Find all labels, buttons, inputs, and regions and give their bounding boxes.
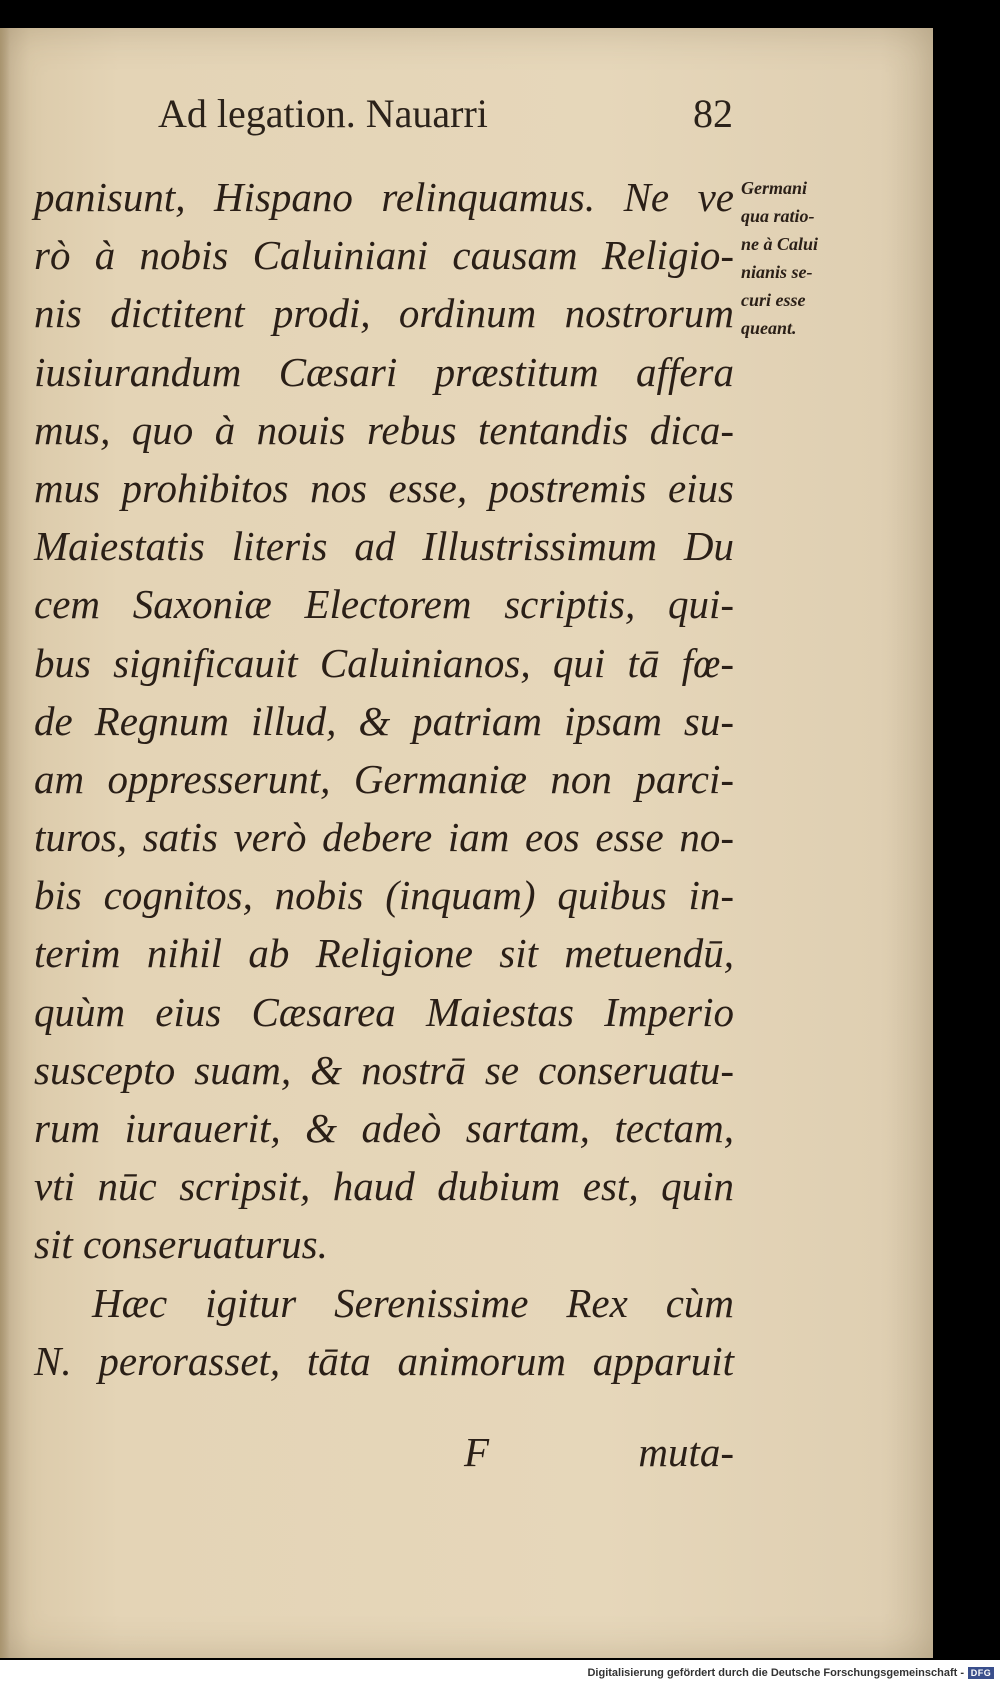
page-header [158,90,733,150]
text-line: sit conseruaturus. [34,1221,328,1268]
page-number: 82 [693,91,733,136]
digitization-credit-bar [0,1660,1000,1688]
text-line: quùm eius Cæsarea Maiestas Imperio [34,988,734,1035]
marginal-note-line: nianis se- [741,262,813,282]
marginal-note-line: queant. [741,318,797,338]
marginal-note-line: curi esse [741,290,806,310]
text-line: bis cognitos, nobis (inquam) quibus in- [34,872,734,919]
text-line: vti nūc scripsit, haud dubium est, quin [34,1163,734,1210]
text-line: panisunt, Hispano relinquamus. Ne ve [34,174,734,220]
text-line: turos, satis verò debere iam eos esse no- [34,814,734,861]
text-line: terim nihil ab Religione sit metuendū, [34,930,734,977]
signature-mark: F [464,1429,490,1475]
main-text-block [34,168,734,1390]
catchword: muta- [638,1429,734,1475]
book-page [0,28,933,1658]
dfg-logo-icon: DFG [968,1667,994,1679]
text-line: am oppresserunt, Germaniæ non parci- [34,755,734,802]
catchline [34,1428,734,1488]
text-line: cem Saxoniæ Electorem scriptis, qui- [34,581,734,628]
text-line: bus significauit Caluinianos, qui tā fœ- [34,639,734,686]
marginal-note-line: ne à Calui [741,234,819,254]
marginal-note-line: qua ratio- [741,206,815,226]
text-line: de Regnum illud, & patriam ipsam su- [34,697,734,744]
text-line: mus, quo à nouis rebus tentandis dica- [34,406,734,453]
marginal-note-line: Germani [741,178,808,198]
text-line: iusiurandum Cæsari præstitum affera [34,348,734,395]
text-line: mus prohibitos nos esse, postremis eius [34,464,734,511]
text-line: Maiestatis literis ad Illustrissimum Du [34,523,734,570]
page-gutter-shadow [0,28,10,1658]
text-line: Hæc igitur Serenissime Rex cùm [92,1279,734,1326]
text-line: nis dictitent prodi, ordinum nostrorum [34,290,734,337]
marginal-note [741,174,856,342]
funding-credit: Digitalisierung gefördert durch die Deutsche Forschungsgemeinschaft - [587,1667,964,1679]
text-line: N. perorasset, tāta animorum apparuit [34,1337,734,1384]
running-title: Ad legation. Nauarri [158,91,488,136]
text-line: rò à nobis Caluiniani causam Religio- [34,232,734,279]
text-line: suscepto suam, & nostrā se conseruatu- [34,1046,734,1093]
text-line: rum iurauerit, & adeò sartam, tectam, [34,1105,734,1151]
